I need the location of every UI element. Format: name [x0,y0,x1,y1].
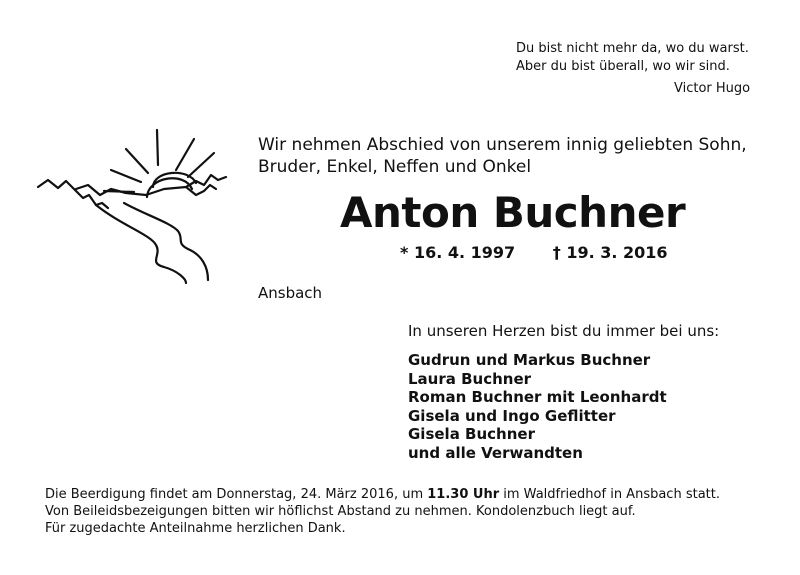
intro-text [258,134,747,178]
condolence-note: Von Beileidsbezeigungen bitten wir höflichst Abstand zu nehmen. Kondolenzbuch liegt auf. [45,504,636,519]
funeral-date-line [45,486,720,503]
funeral-text-pre: Die Beerdigung findet am Donnerstag, 24. März 2016, um [45,487,428,502]
funeral-text-post: im Waldfriedhof in Ansbach statt. [499,487,720,502]
quote-line-2: Aber du bist überall, wo wir sind. [516,59,730,74]
sun-mountains-river-icon [36,125,236,285]
deceased-name: Anton Buchner [340,188,686,237]
mourner-item: Gudrun und Markus Buchner [408,351,651,369]
mourner-item: Gisela Buchner [408,425,535,443]
birth-date: * 16. 4. 1997 [400,243,516,262]
mourner-item: Gisela und Ingo Geflitter [408,406,616,425]
intro-line-1: Wir nehmen Abschied von unserem innig geliebten Sohn, [258,135,747,155]
mourner-item: Laura Buchner [408,369,532,388]
intro-line-2: Bruder, Enkel, Neffen und Onkel [258,157,532,177]
mourner-item: und alle Verwandten [408,443,583,462]
epigraph-quote [516,40,786,96]
life-dates [400,243,668,262]
quote-author: Victor Hugo [674,81,751,96]
death-date: † 19. 3. 2016 [552,243,668,262]
mourner-item: Roman Buchner mit Leonhardt [408,388,667,406]
funeral-details [45,486,720,537]
mourners-list [408,351,667,462]
thanks-note: Für zugedachte Anteilnahme herzlichen Dank. [45,521,346,536]
hometown: Ansbach [258,284,323,302]
remembrance-line: In unseren Herzen bist du immer bei uns: [408,322,720,340]
quote-line-1: Du bist nicht mehr da, wo du warst. [516,41,749,56]
funeral-time: 11.30 Uhr [427,487,500,502]
